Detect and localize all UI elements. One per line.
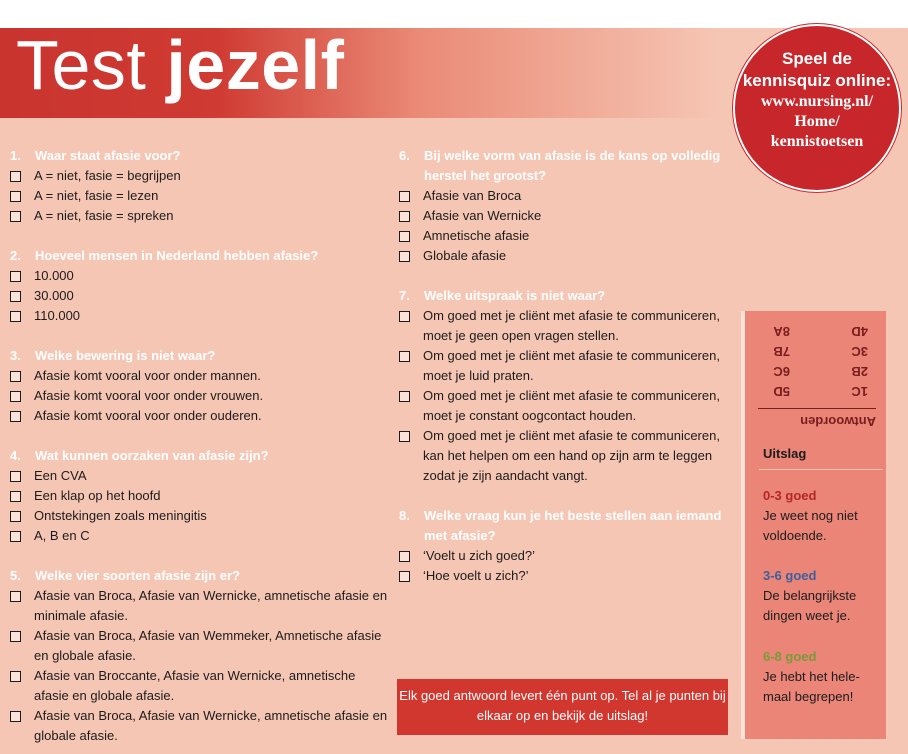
answers-results-panel <box>741 311 886 739</box>
answer-option[interactable] <box>399 346 734 386</box>
answer-option-label: Afasie van Broca, Afasie van Wemmeker, Amnetische afasie en globale afasie. <box>34 628 382 663</box>
question-7 <box>399 286 734 486</box>
answer-checkbox[interactable] <box>399 431 410 442</box>
answer-option-label: Om goed met je cliënt met afasie te communiceren, kan het helpen om een hand op zijn arm te leggen zodat je zijn aandacht vangt. <box>423 428 720 483</box>
answer-item: 4D <box>851 324 868 339</box>
online-quiz-badge[interactable] <box>733 24 901 192</box>
answer-item: 7B <box>773 344 790 359</box>
answer-item: 6C <box>773 364 790 379</box>
answer-option-label: A = niet, fasie = lezen <box>34 188 159 203</box>
answer-option[interactable] <box>399 246 734 266</box>
answer-option[interactable] <box>10 166 390 186</box>
answer-option[interactable] <box>10 186 390 206</box>
question-title <box>10 566 390 586</box>
answer-checkbox[interactable] <box>399 351 410 362</box>
answer-option[interactable] <box>399 306 734 346</box>
question-number: 8. <box>399 508 410 523</box>
answer-option[interactable] <box>399 426 734 486</box>
answer-checkbox[interactable] <box>10 171 21 182</box>
answer-option-label: Een klap op het hoofd <box>34 488 161 503</box>
answer-checkbox[interactable] <box>10 311 21 322</box>
answer-option-label: Om goed met je cliënt met afasie te communiceren, moet je luid praten. <box>423 348 720 383</box>
page-title <box>16 26 345 104</box>
answer-option-label: A = niet, fasie = begrijpen <box>34 168 181 183</box>
question-text: Wat kunnen oorzaken van afasie zijn? <box>35 448 269 463</box>
result-text-mid: De belangrijkste dingen weet je. <box>763 588 857 623</box>
scoring-notice: Elk goed antwoord levert één punt op. Tel al je punten bij elkaar op en bekijk de uitslag! <box>397 679 728 735</box>
badge-url-2[interactable]: Home/ <box>794 113 840 130</box>
question-number: 4. <box>10 448 21 463</box>
result-range-low: 0-3 goed <box>763 488 817 503</box>
question-text: Waar staat afasie voor? <box>35 148 181 163</box>
question-5 <box>10 566 390 746</box>
badge-url-1[interactable]: www.nursing.nl/ <box>760 93 874 110</box>
answer-option[interactable] <box>10 466 390 486</box>
answer-checkbox[interactable] <box>10 591 21 602</box>
answer-checkbox[interactable] <box>10 411 21 422</box>
answer-checkbox[interactable] <box>399 311 410 322</box>
question-title <box>10 446 390 466</box>
answer-item: 3C <box>851 344 868 359</box>
questions-right-column <box>399 146 734 606</box>
answer-checkbox[interactable] <box>10 191 21 202</box>
answer-checkbox[interactable] <box>10 291 21 302</box>
badge-line-2: kennisquiz online: <box>742 71 892 90</box>
question-title <box>10 246 390 266</box>
answer-checkbox[interactable] <box>10 391 21 402</box>
question-number: 1. <box>10 148 21 163</box>
answer-option[interactable] <box>10 386 390 406</box>
question-3 <box>10 346 390 426</box>
answer-option[interactable] <box>399 186 734 206</box>
answer-option[interactable] <box>10 366 390 386</box>
results-heading: Uitslag <box>763 446 807 461</box>
answers-divider <box>758 408 876 409</box>
answer-option[interactable] <box>10 206 390 226</box>
question-text: Welke vier soorten afasie zijn er? <box>35 568 240 583</box>
answer-option[interactable] <box>10 406 390 426</box>
answer-option[interactable] <box>10 266 390 286</box>
title-light: Test <box>16 26 147 104</box>
answer-checkbox[interactable] <box>399 211 410 222</box>
answer-option-label: Afasie van Wernicke <box>423 208 542 223</box>
question-title <box>399 286 734 306</box>
answer-option-label: ‘Hoe voelt u zich?’ <box>423 568 529 583</box>
answer-option-label: A = niet, fasie = spreken <box>34 208 174 223</box>
answer-option-label: 10.000 <box>34 268 74 283</box>
answer-option-label: ‘Voelt u zich goed?’ <box>423 548 536 563</box>
answer-checkbox[interactable] <box>10 711 21 722</box>
answer-checkbox[interactable] <box>399 231 410 242</box>
answer-option[interactable] <box>10 626 390 666</box>
question-1 <box>10 146 390 226</box>
answer-option[interactable] <box>399 386 734 426</box>
question-text: Bij welke vorm van afasie is de kans op volledig herstel het grootst? <box>424 148 721 183</box>
answer-option[interactable] <box>10 526 390 546</box>
answer-checkbox[interactable] <box>10 531 21 542</box>
question-title <box>399 146 734 186</box>
question-number: 2. <box>10 248 21 263</box>
answer-option-label: Amnetische afasie <box>423 228 530 243</box>
answer-option[interactable] <box>10 286 390 306</box>
result-text-high: Je hebt het hele-maal begrepen! <box>763 669 860 704</box>
question-4 <box>10 446 390 546</box>
question-number: 6. <box>399 148 410 163</box>
answer-checkbox[interactable] <box>399 551 410 562</box>
question-text: Hoeveel mensen in Nederland hebben afasie? <box>35 248 319 263</box>
result-range-high: 6-8 goed <box>763 649 817 664</box>
question-text: Welke bewering is niet waar? <box>35 348 216 363</box>
badge-line-1: Speel de <box>782 49 852 68</box>
question-number: 5. <box>10 568 21 583</box>
answer-option-label: 30.000 <box>34 288 74 303</box>
answer-option[interactable] <box>399 226 734 246</box>
answer-option-label: Afasie van Broca <box>423 188 522 203</box>
answer-option[interactable] <box>10 306 390 326</box>
answer-option[interactable] <box>10 506 390 526</box>
answer-item: 2B <box>851 364 868 379</box>
answers-title: Antwoorden <box>800 414 876 429</box>
question-text: Welke vraag kun je het beste stellen aan iemand met afasie? <box>424 508 722 543</box>
result-range-mid: 3-6 goed <box>763 568 817 583</box>
question-6 <box>399 146 734 266</box>
answer-option[interactable] <box>399 566 734 586</box>
answer-checkbox[interactable] <box>10 371 21 382</box>
answer-option[interactable] <box>399 206 734 226</box>
answer-option[interactable] <box>10 486 390 506</box>
answer-checkbox[interactable] <box>399 391 410 402</box>
title-bold: jezelf <box>166 26 345 104</box>
answer-option-label: Om goed met je cliënt met afasie te communiceren, moet je geen open vragen stellen. <box>423 308 720 343</box>
answer-option-label: 110.000 <box>34 308 81 323</box>
answer-item: 8A <box>773 324 790 339</box>
answer-option-label: Afasie van Broca, Afasie van Wernicke, amnetische afasie en globale afasie. <box>34 708 388 743</box>
answer-option-label: Globale afasie <box>423 248 507 263</box>
answer-checkbox[interactable] <box>399 251 410 262</box>
question-title <box>10 146 390 166</box>
question-number: 7. <box>399 288 410 303</box>
questions-left-column <box>10 146 390 754</box>
answer-checkbox[interactable] <box>10 471 21 482</box>
question-text: Welke uitspraak is niet waar? <box>424 288 606 303</box>
question-8 <box>399 506 734 586</box>
answer-option-label: A, B en C <box>34 528 90 543</box>
answer-option[interactable] <box>10 586 390 626</box>
answer-option-label: Afasie komt vooral voor onder ouderen. <box>34 408 262 423</box>
answer-option[interactable] <box>10 666 390 706</box>
top-strip <box>0 0 908 28</box>
answer-checkbox[interactable] <box>10 511 21 522</box>
answer-option-label: Afasie van Broca, Afasie van Wernicke, amnetische afasie en minimale afasie. <box>34 588 388 623</box>
question-number: 3. <box>10 348 21 363</box>
results-divider <box>759 469 883 470</box>
answer-option-label: Afasie van Broccante, Afasie van Wernicke, amnetische afasie en globale afasie. <box>34 668 356 703</box>
answer-option-label: Een CVA <box>34 468 87 483</box>
answer-item: 1C <box>851 384 868 399</box>
answer-option[interactable] <box>399 546 734 566</box>
question-title <box>10 346 390 366</box>
answer-item: 5D <box>773 384 790 399</box>
badge-url-3[interactable]: kennistoetsen <box>770 133 864 150</box>
answer-checkbox[interactable] <box>10 631 21 642</box>
answer-option-label: Afasie komt vooral voor onder mannen. <box>34 368 261 383</box>
answer-option-label: Om goed met je cliënt met afasie te communiceren, moet je constant oogcontact houden. <box>423 388 720 423</box>
answer-checkbox[interactable] <box>10 271 21 282</box>
question-2 <box>10 246 390 326</box>
answer-checkbox[interactable] <box>10 671 21 682</box>
question-title <box>399 506 734 546</box>
answer-checkbox[interactable] <box>399 571 410 582</box>
answer-checkbox[interactable] <box>10 491 21 502</box>
answers-key-rotated <box>745 311 886 435</box>
answer-option-label: Afasie komt vooral voor onder vrouwen. <box>34 388 264 403</box>
answer-checkbox[interactable] <box>10 211 21 222</box>
answer-checkbox[interactable] <box>399 191 410 202</box>
answer-option[interactable] <box>10 706 390 746</box>
result-text-low: Je weet nog niet voldoende. <box>763 508 858 543</box>
answer-option-label: Ontstekingen zoals meningitis <box>34 508 207 523</box>
